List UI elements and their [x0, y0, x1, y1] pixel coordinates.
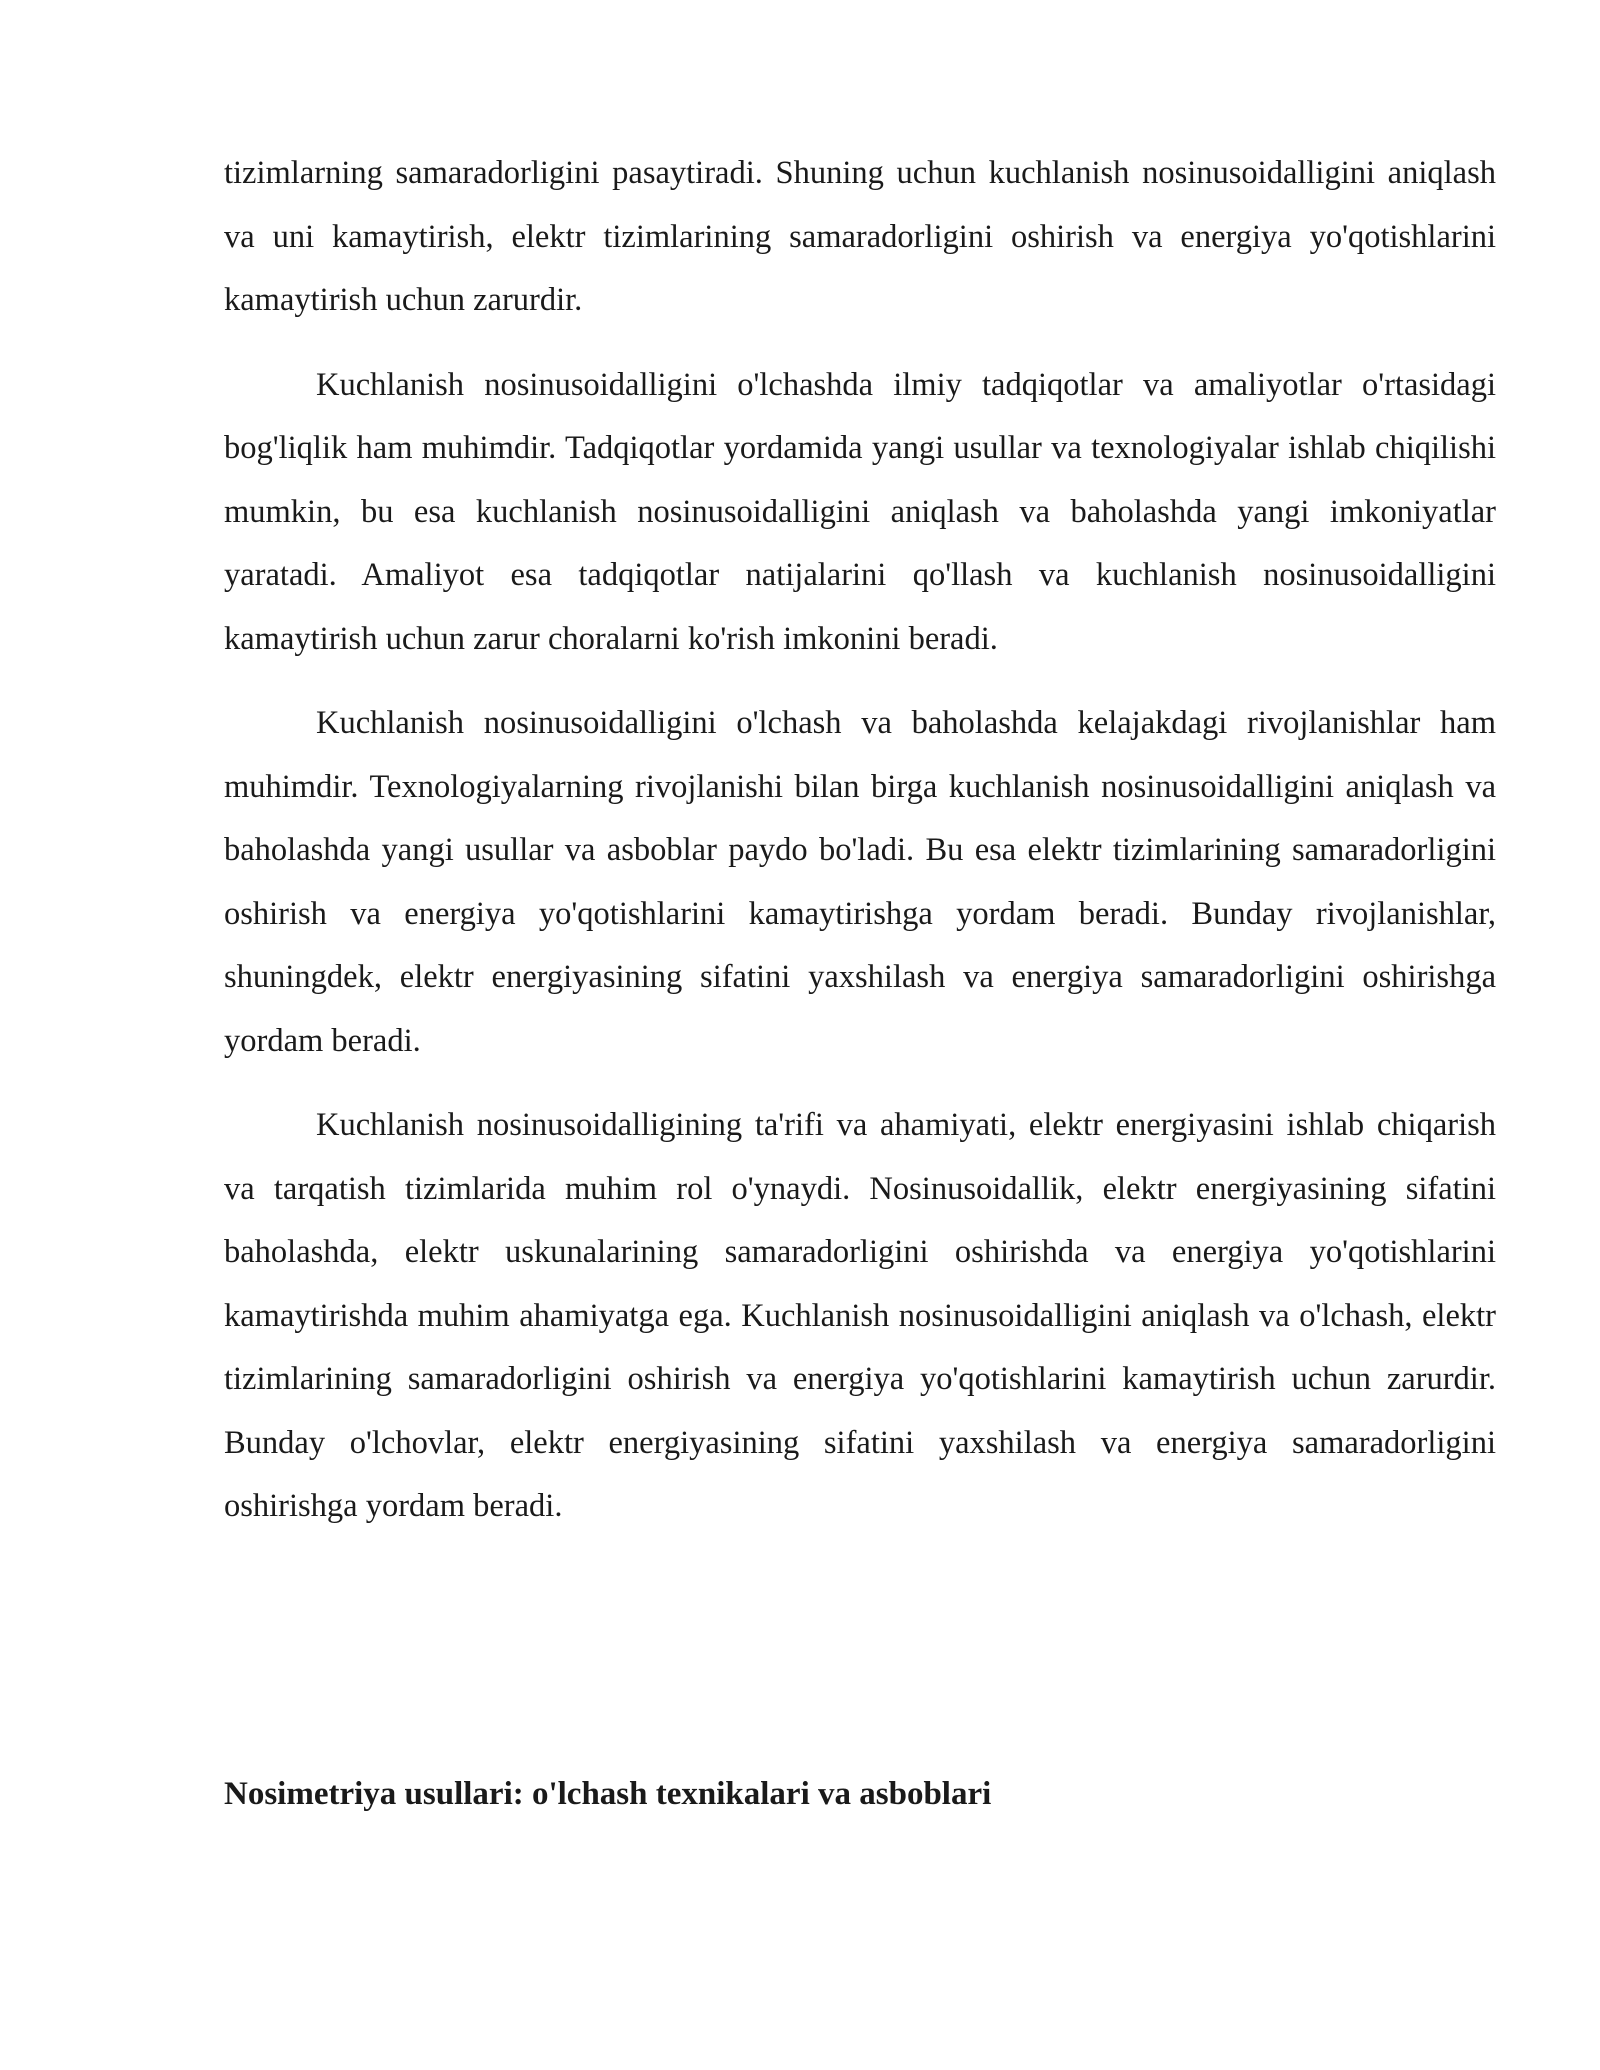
paragraph-research-practice: Kuchlanish nosinusoidalligini o'lchashda ilmiy tadqiqotlar va amaliyotlar o'rtasidagi bog'liqlik ham muhimdir. Tadqiqotlar yordamida yangi usullar va texnologiyalar ishlab chiqilishi mumkin, bu esa kuchlanish nosinusoidalligini aniqlash va baholashda yangi imkoniyatlar yaratadi. Amaliyot esa tadqiqotlar natijalarini qo'llash va kuchlanish nosinusoidalligini kamaytirish uchun zarur choralarni ko'rish imkonini beradi. [224, 366, 1496, 657]
document-body [224, 142, 1496, 1560]
paragraph-continuation: tizimlarning samaradorligini pasaytiradi. Shuning uchun kuchlanish nosinusoidalligini aniqlash va uni kamaytirish, elektr tizimlarining samaradorligini oshirish va energiya yo'qotishlarini kamaytirish uchun zarurdir. [224, 155, 1496, 318]
section-heading: Nosimetriya usullari: o'lchash texnikalari va asboblari [224, 1776, 992, 1812]
paragraph-future-developments: Kuchlanish nosinusoidalligini o'lchash va baholashda kelajakdagi rivojlanishlar ham muhimdir. Texnologiyalarning rivojlanishi bilan birga kuchlanish nosinusoidalligini aniqlash va baholashda yangi usullar va asboblar paydo bo'ladi. Bu esa elektr tizimlarining samaradorligini oshirish va energiya yo'qotishlarini kamaytirishga yordam beradi. Bunday rivojlanishlar, shuningdek, elektr energiyasining sifatini yaxshilash va energiya samaradorligini oshirishga yordam beradi. [224, 705, 1496, 1059]
paragraph-definition-importance: Kuchlanish nosinusoidalligining ta'rifi va ahamiyati, elektr energiyasini ishlab chiqarish va tarqatish tizimlarida muhim rol o'ynaydi. Nosinusoidallik, elektr energiyasining sifatini baholashda, elektr uskunalarining samaradorligini oshirishda va energiya yo'qotishlarini kamaytirishda muhim ahamiyatga ega. Kuchlanish nosinusoidalligini aniqlash va o'lchash, elektr tizimlarining samaradorligini oshirish va energiya yo'qotishlarini kamaytirish uchun zarurdir. Bunday o'lchovlar, elektr energiyasining sifatini yaxshilash va energiya samaradorligini oshirishga yordam beradi. [224, 1107, 1496, 1524]
